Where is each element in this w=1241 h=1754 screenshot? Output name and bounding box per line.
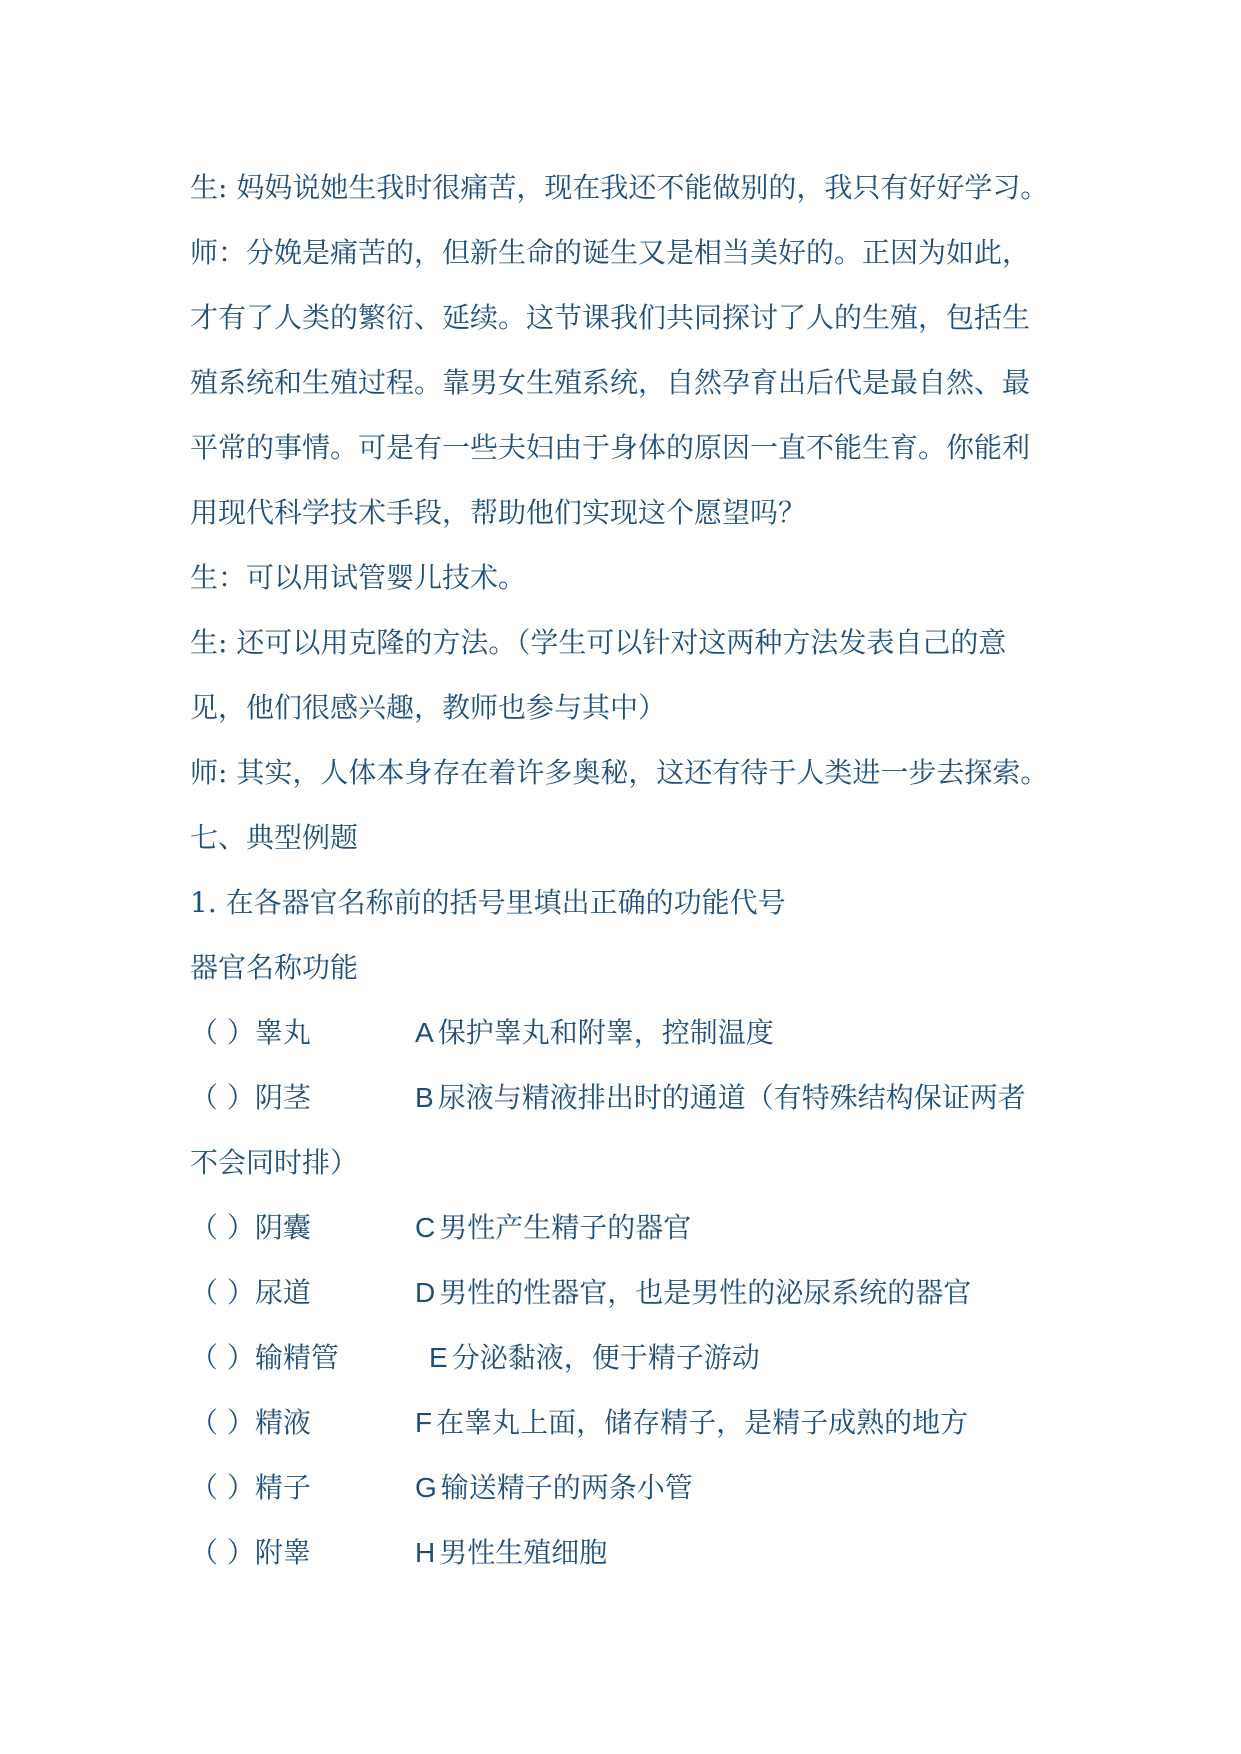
function-code: G — [415, 1472, 437, 1503]
function-text: 男性产生精子的器官 — [439, 1211, 692, 1244]
function-description — [415, 1520, 1080, 1585]
function-text: 分泌黏液，便于精子游动 — [451, 1341, 760, 1374]
function-description — [415, 1260, 1080, 1325]
matching-row — [190, 1325, 1080, 1390]
function-description — [415, 1455, 1080, 1520]
question-title: 1. 在各器官名称前的括号里填出正确的功能代号 — [190, 886, 786, 919]
function-description — [415, 1325, 1080, 1390]
paragraph-line: 才有了人类的繁衍、延续。这节课我们共同探讨了人的生殖，包括生 — [190, 301, 1031, 334]
paragraph-line: 生: 妈妈说她生我时很痛苦，现在我还不能做别的，我只有好好学习。 — [190, 171, 1049, 204]
function-text: 保护睾丸和附睾，控制温度 — [437, 1016, 774, 1049]
section-heading: 七、典型例题 — [190, 821, 359, 854]
paragraph-line: 用现代科学技术手段，帮助他们实现这个愿望吗？ — [190, 496, 807, 529]
paragraph-line: 见，他们很感兴趣，教师也参与其中） — [190, 691, 667, 724]
organ-name: （ ）阴茎 — [190, 1081, 311, 1114]
organ-name: （ ）附睾 — [190, 1536, 311, 1569]
function-text: 输送精子的两条小管 — [440, 1471, 693, 1504]
function-code: H — [415, 1537, 436, 1568]
organ-name: （ ）睾丸 — [190, 1016, 311, 1049]
function-description — [415, 1000, 1080, 1065]
function-text: 男性的性器官，也是男性的泌尿系统的器官 — [439, 1276, 972, 1309]
paragraph-line: 生：可以用试管婴儿技术。 — [190, 561, 527, 594]
function-description — [415, 1065, 1080, 1130]
document-page — [190, 155, 1080, 1585]
function-continuation: 不会同时排） — [190, 1146, 359, 1179]
matching-row — [190, 1195, 1080, 1260]
matching-row — [190, 1260, 1080, 1325]
organ-name: （ ）阴囊 — [190, 1211, 311, 1244]
matching-row — [190, 1000, 1080, 1065]
function-code: C — [415, 1212, 436, 1243]
function-description — [415, 1390, 1080, 1455]
function-text: 男性生殖细胞 — [439, 1536, 608, 1569]
function-text: 尿液与精液排出时的通道（有特殊结构保证两者 — [437, 1081, 1026, 1114]
organ-name: （ ）输精管 — [190, 1341, 339, 1374]
function-code: A — [415, 1017, 434, 1048]
paragraph-line: 生: 还可以用克隆的方法。（学生可以针对这两种方法发表自己的意 — [190, 626, 1007, 659]
function-code: B — [415, 1082, 434, 1113]
matching-row — [190, 1520, 1080, 1585]
paragraph-line: 殖系统和生殖过程。靠男女生殖系统，自然孕育出后代是最自然、最 — [190, 366, 1031, 399]
function-text: 在睾丸上面，储存精子，是精子成熟的地方 — [436, 1406, 969, 1439]
function-code: E — [429, 1342, 448, 1373]
matching-row — [190, 1455, 1080, 1520]
matching-row — [190, 1065, 1080, 1130]
organ-name: （ ）精液 — [190, 1406, 311, 1439]
paragraph-line: 平常的事情。可是有一些夫妇由于身体的原因一直不能生育。你能利 — [190, 431, 1031, 464]
matching-row — [190, 1390, 1080, 1455]
table-header: 器官名称功能 — [190, 951, 359, 984]
paragraph-line: 师：分娩是痛苦的，但新生命的诞生又是相当美好的。正因为如此， — [190, 236, 1031, 269]
organ-name: （ ）精子 — [190, 1471, 311, 1504]
function-code: F — [415, 1407, 433, 1438]
organ-name: （ ）尿道 — [190, 1276, 311, 1309]
function-code: D — [415, 1277, 436, 1308]
paragraph-line: 师: 其实，人体本身存在着许多奥秘，这还有待于人类进一步去探索。 — [190, 756, 1049, 789]
function-description — [415, 1195, 1080, 1260]
